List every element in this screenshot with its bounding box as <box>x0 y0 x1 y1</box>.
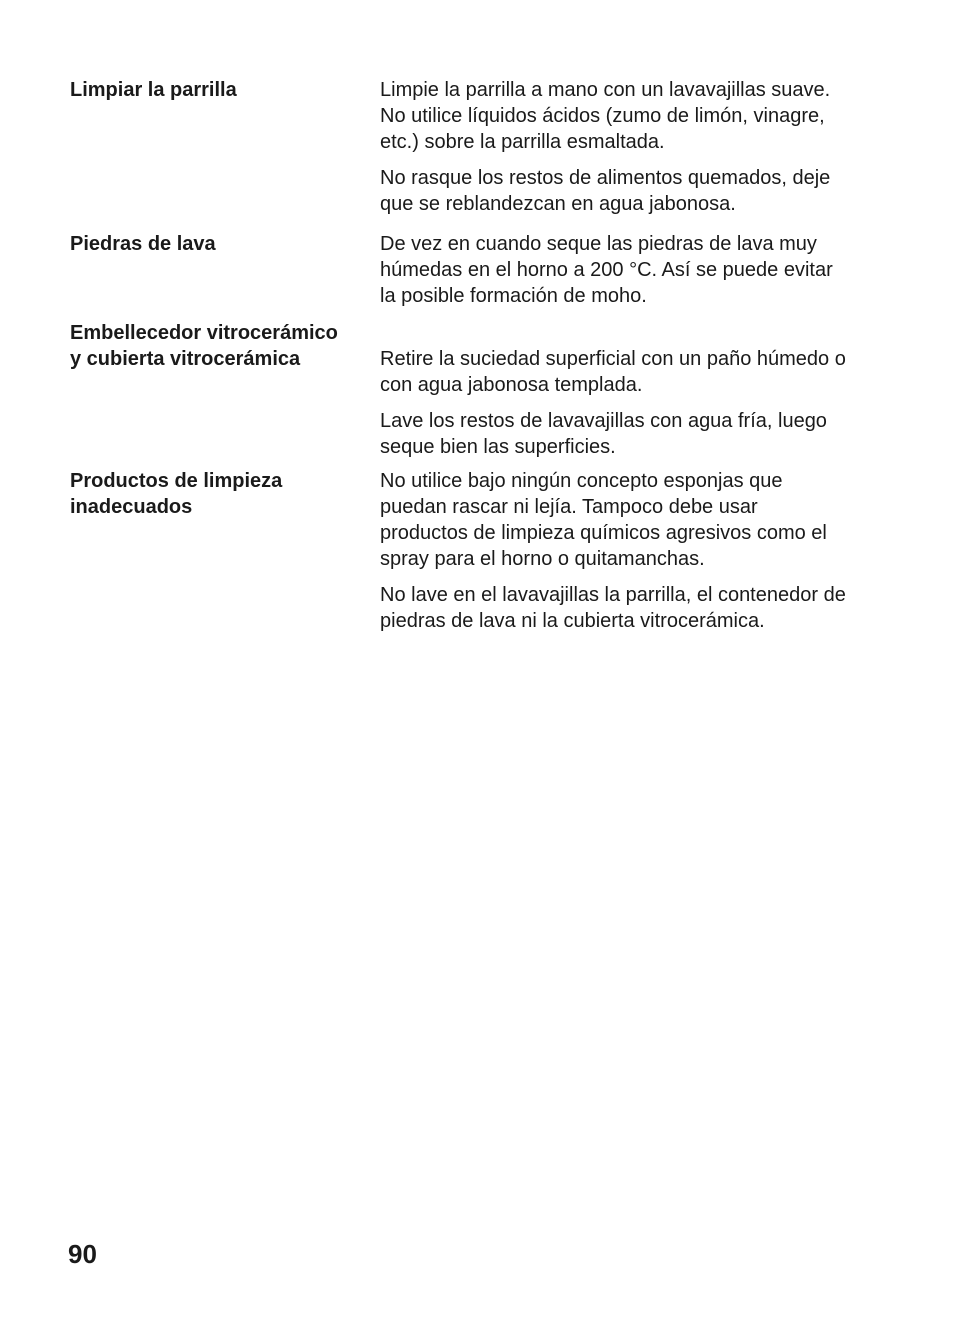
description-paragraph: No lave en el lavavajillas la parrilla, el contenedor de piedras de lava ni la cubierta vitrocerámica. <box>380 584 846 632</box>
section-term: Piedras de lava <box>70 233 216 255</box>
section-term: Limpiar la parrilla <box>70 79 237 101</box>
section-description <box>380 77 890 217</box>
section-description <box>380 231 890 309</box>
section-term: Productos de limpieza inadecuados <box>70 470 283 518</box>
page-number: 90 <box>68 1239 97 1269</box>
section-description <box>380 468 890 634</box>
section-description <box>380 346 890 460</box>
description-paragraph: Limpie la parrilla a mano con un lavavajillas suave. No utilice líquidos ácidos (zumo de limón, vinagre, etc.) sobre la parrilla esmaltada. <box>380 79 831 153</box>
description-paragraph: No utilice bajo ningún concepto esponjas que puedan rascar ni lejía. Tampoco debe usar productos de limpieza químicos agresivos como el spray para el horno o quitamanchas. <box>380 470 827 570</box>
description-paragraph: Lave los restos de lavavajillas con agua fría, luego seque bien las superficies. <box>380 410 827 458</box>
description-paragraph: No rasque los restos de alimentos quemados, deje que se reblandezcan en agua jabonosa. <box>380 167 831 215</box>
section-term: Embellecedor vitrocerámico y cubierta vitrocerámica <box>70 322 338 370</box>
description-paragraph: De vez en cuando seque las piedras de lava muy húmedas en el horno a 200 °C. Así se puede evitar la posible formación de moho. <box>380 233 833 307</box>
description-paragraph: Retire la suciedad superficial con un paño húmedo o con agua jabonosa templada. <box>380 348 846 396</box>
